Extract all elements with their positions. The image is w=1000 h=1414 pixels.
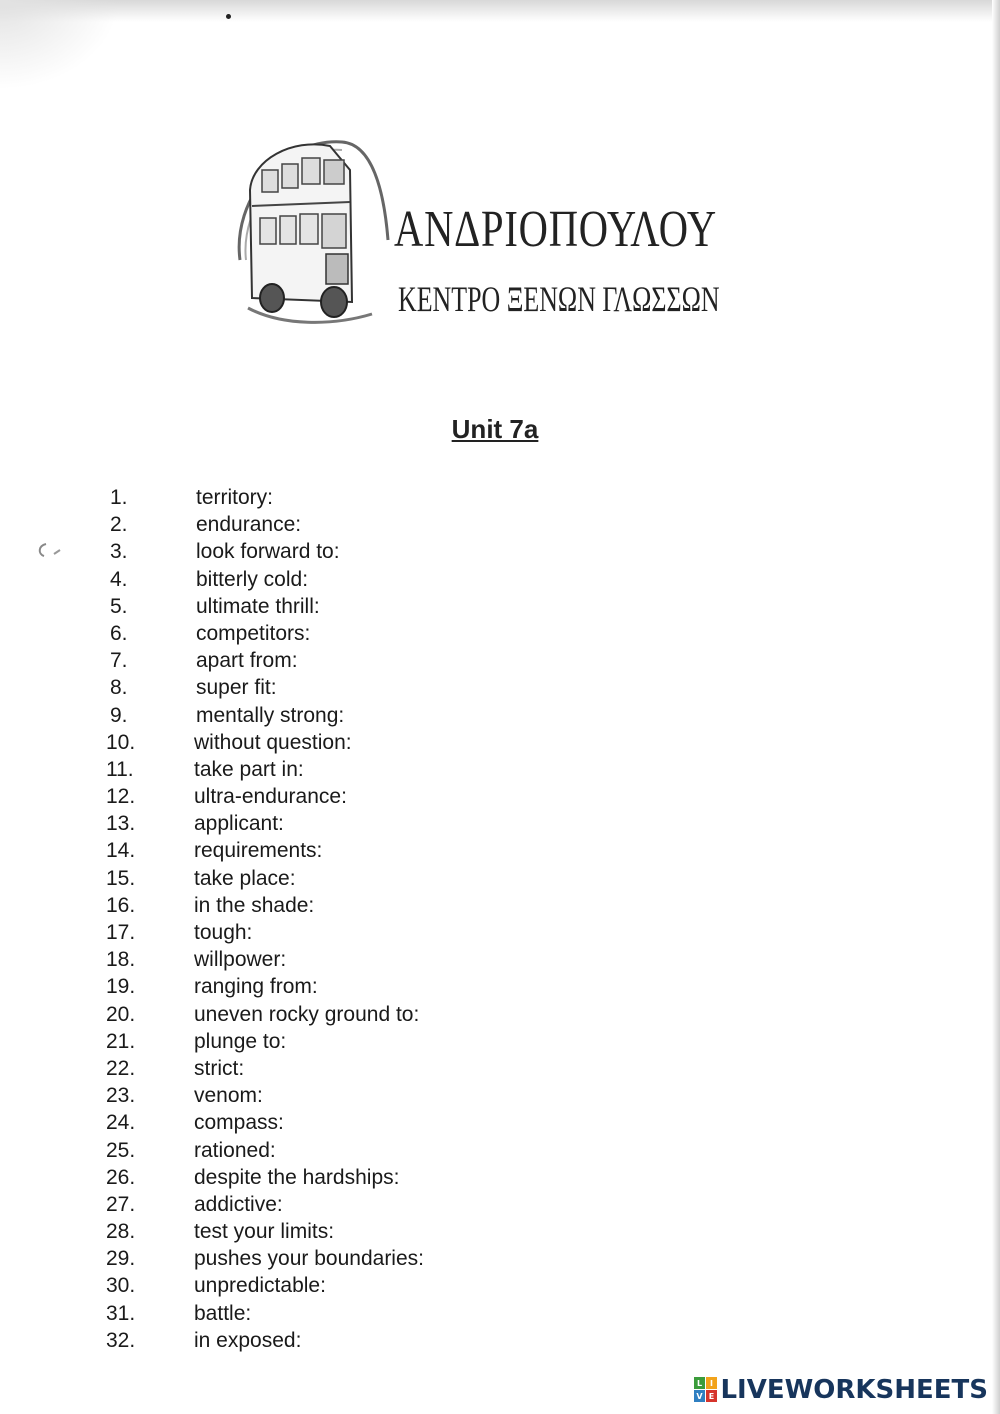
- item-number: 11.: [106, 757, 134, 781]
- item-number: 1.: [110, 486, 128, 509]
- vocab-term: take place:: [194, 866, 296, 890]
- list-item: [100, 1164, 500, 1191]
- list-item: [100, 620, 500, 647]
- liveworksheets-brand: LIVEWORKSHEETS: [720, 1375, 988, 1405]
- vocab-term: tough:: [194, 921, 253, 944]
- vocab-term: compass:: [194, 1111, 284, 1135]
- double-decker-bus-icon: [222, 130, 402, 330]
- vocab-term: test your limits:: [194, 1220, 335, 1244]
- vocab-term: territory:: [196, 486, 274, 509]
- vocab-term: plunge to:: [194, 1029, 287, 1053]
- list-item: [100, 1218, 500, 1245]
- item-number: 29.: [106, 1247, 136, 1271]
- list-item: [100, 973, 500, 1000]
- list-item: [100, 1272, 500, 1299]
- svg-text:I: I: [710, 1379, 714, 1388]
- svg-text:L: L: [697, 1379, 703, 1388]
- vocab-term: despite the hardships:: [194, 1165, 400, 1189]
- scan-dot: [226, 14, 231, 19]
- list-item: [100, 729, 500, 756]
- item-number: 28.: [106, 1220, 136, 1244]
- list-item: [100, 1245, 500, 1272]
- scan-shadow-top: [0, 0, 1000, 22]
- logo-title: ΑΝΔΡΙΟΠΟΥΛΟΥ: [394, 201, 717, 258]
- list-item: [100, 647, 500, 674]
- item-number: 31.: [106, 1301, 136, 1325]
- vocab-term: applicant:: [194, 812, 284, 836]
- item-number: 10.: [106, 730, 136, 754]
- vocab-term: venom:: [194, 1084, 263, 1108]
- vocab-term: strict:: [194, 1056, 245, 1080]
- item-number: 30.: [106, 1274, 136, 1298]
- list-item: [100, 566, 500, 593]
- list-item: [100, 946, 500, 973]
- list-item: [100, 865, 500, 892]
- list-item: [100, 810, 500, 837]
- list-item: [100, 1300, 500, 1327]
- item-number: 7.: [110, 649, 128, 673]
- list-item: [100, 511, 500, 538]
- item-number: 17.: [106, 921, 136, 944]
- item-number: 27.: [106, 1192, 136, 1216]
- vocab-term: take part in:: [194, 757, 304, 781]
- item-number: 2.: [110, 513, 128, 537]
- item-number: 6.: [110, 621, 128, 645]
- item-number: 19.: [106, 975, 136, 999]
- scan-shadow-corner: [0, 0, 120, 90]
- list-item: [100, 837, 500, 864]
- school-logo: [222, 130, 722, 330]
- scan-shadow-right: [992, 0, 1000, 1414]
- list-item: [100, 702, 500, 729]
- item-number: 14.: [106, 839, 136, 863]
- liveworksheets-footer[interactable]: [694, 1374, 988, 1406]
- item-number: 8.: [110, 676, 128, 700]
- item-number: 26.: [106, 1165, 136, 1189]
- vocab-term: battle:: [194, 1301, 252, 1325]
- vocab-term: unpredictable:: [194, 1274, 326, 1298]
- list-item: [100, 892, 500, 919]
- vocab-term: pushes your boundaries:: [194, 1247, 424, 1271]
- vocab-term: uneven rocky ground to:: [194, 1002, 420, 1026]
- vocab-term: requirements:: [194, 839, 323, 863]
- scan-smudge: [34, 540, 64, 562]
- list-item: [100, 1055, 500, 1082]
- item-number: 18.: [106, 948, 136, 972]
- item-number: 32.: [106, 1328, 136, 1352]
- vocab-term: look forward to:: [196, 540, 340, 564]
- vocab-term: ranging from:: [194, 975, 318, 999]
- logo-subtitle: ΚΕΝΤΡΟ ΞΕΝΩΝ ΓΛΩΣΣΩΝ: [398, 279, 720, 319]
- item-number: 13.: [106, 812, 136, 836]
- item-number: 9.: [110, 703, 128, 727]
- svg-text:E: E: [709, 1392, 715, 1401]
- vocab-term: competitors:: [196, 621, 311, 645]
- list-item: [100, 783, 500, 810]
- item-number: 22.: [106, 1056, 136, 1080]
- vocab-term: willpower:: [194, 948, 287, 972]
- list-item: [100, 1001, 500, 1028]
- vocab-term: in the shade:: [194, 893, 315, 917]
- list-item: [100, 593, 500, 620]
- svg-text:V: V: [696, 1392, 704, 1401]
- vocab-term: without question:: [194, 730, 352, 754]
- item-number: 3.: [110, 540, 128, 564]
- list-item: [100, 538, 500, 565]
- item-number: 4.: [110, 567, 128, 591]
- list-item: [100, 1327, 500, 1354]
- vocab-term: bitterly cold:: [196, 567, 309, 591]
- page-title: Unit 7a: [451, 414, 539, 444]
- list-item: [100, 1191, 500, 1218]
- liveworksheets-logo-icon: [694, 1377, 718, 1403]
- list-item: [100, 756, 500, 783]
- item-number: 21.: [106, 1029, 136, 1053]
- list-item: [100, 1137, 500, 1164]
- vocab-term: mentally strong:: [196, 703, 345, 727]
- list-item: [100, 1109, 500, 1136]
- item-number: 15.: [106, 866, 136, 890]
- item-number: 23.: [106, 1084, 136, 1108]
- item-number: 20.: [106, 1002, 136, 1026]
- item-number: 12.: [106, 785, 136, 809]
- vocab-term: apart from:: [196, 649, 298, 673]
- item-number: 25.: [106, 1138, 136, 1162]
- list-item: [100, 484, 500, 511]
- list-item: [100, 1028, 500, 1055]
- vocab-term: super fit:: [196, 676, 277, 700]
- item-number: 5.: [110, 594, 128, 618]
- vocab-term: rationed:: [194, 1138, 276, 1162]
- item-number: 24.: [106, 1111, 136, 1135]
- item-number: 16.: [106, 893, 136, 917]
- vocab-term: in exposed:: [194, 1328, 302, 1352]
- vocab-term: ultra-endurance:: [194, 785, 347, 809]
- vocab-term: addictive:: [194, 1192, 283, 1216]
- vocabulary-list: [100, 484, 500, 1354]
- vocab-term: endurance:: [196, 513, 302, 537]
- vocab-term: ultimate thrill:: [196, 594, 320, 618]
- list-item: [100, 1082, 500, 1109]
- list-item: [100, 919, 500, 946]
- list-item: [100, 674, 500, 701]
